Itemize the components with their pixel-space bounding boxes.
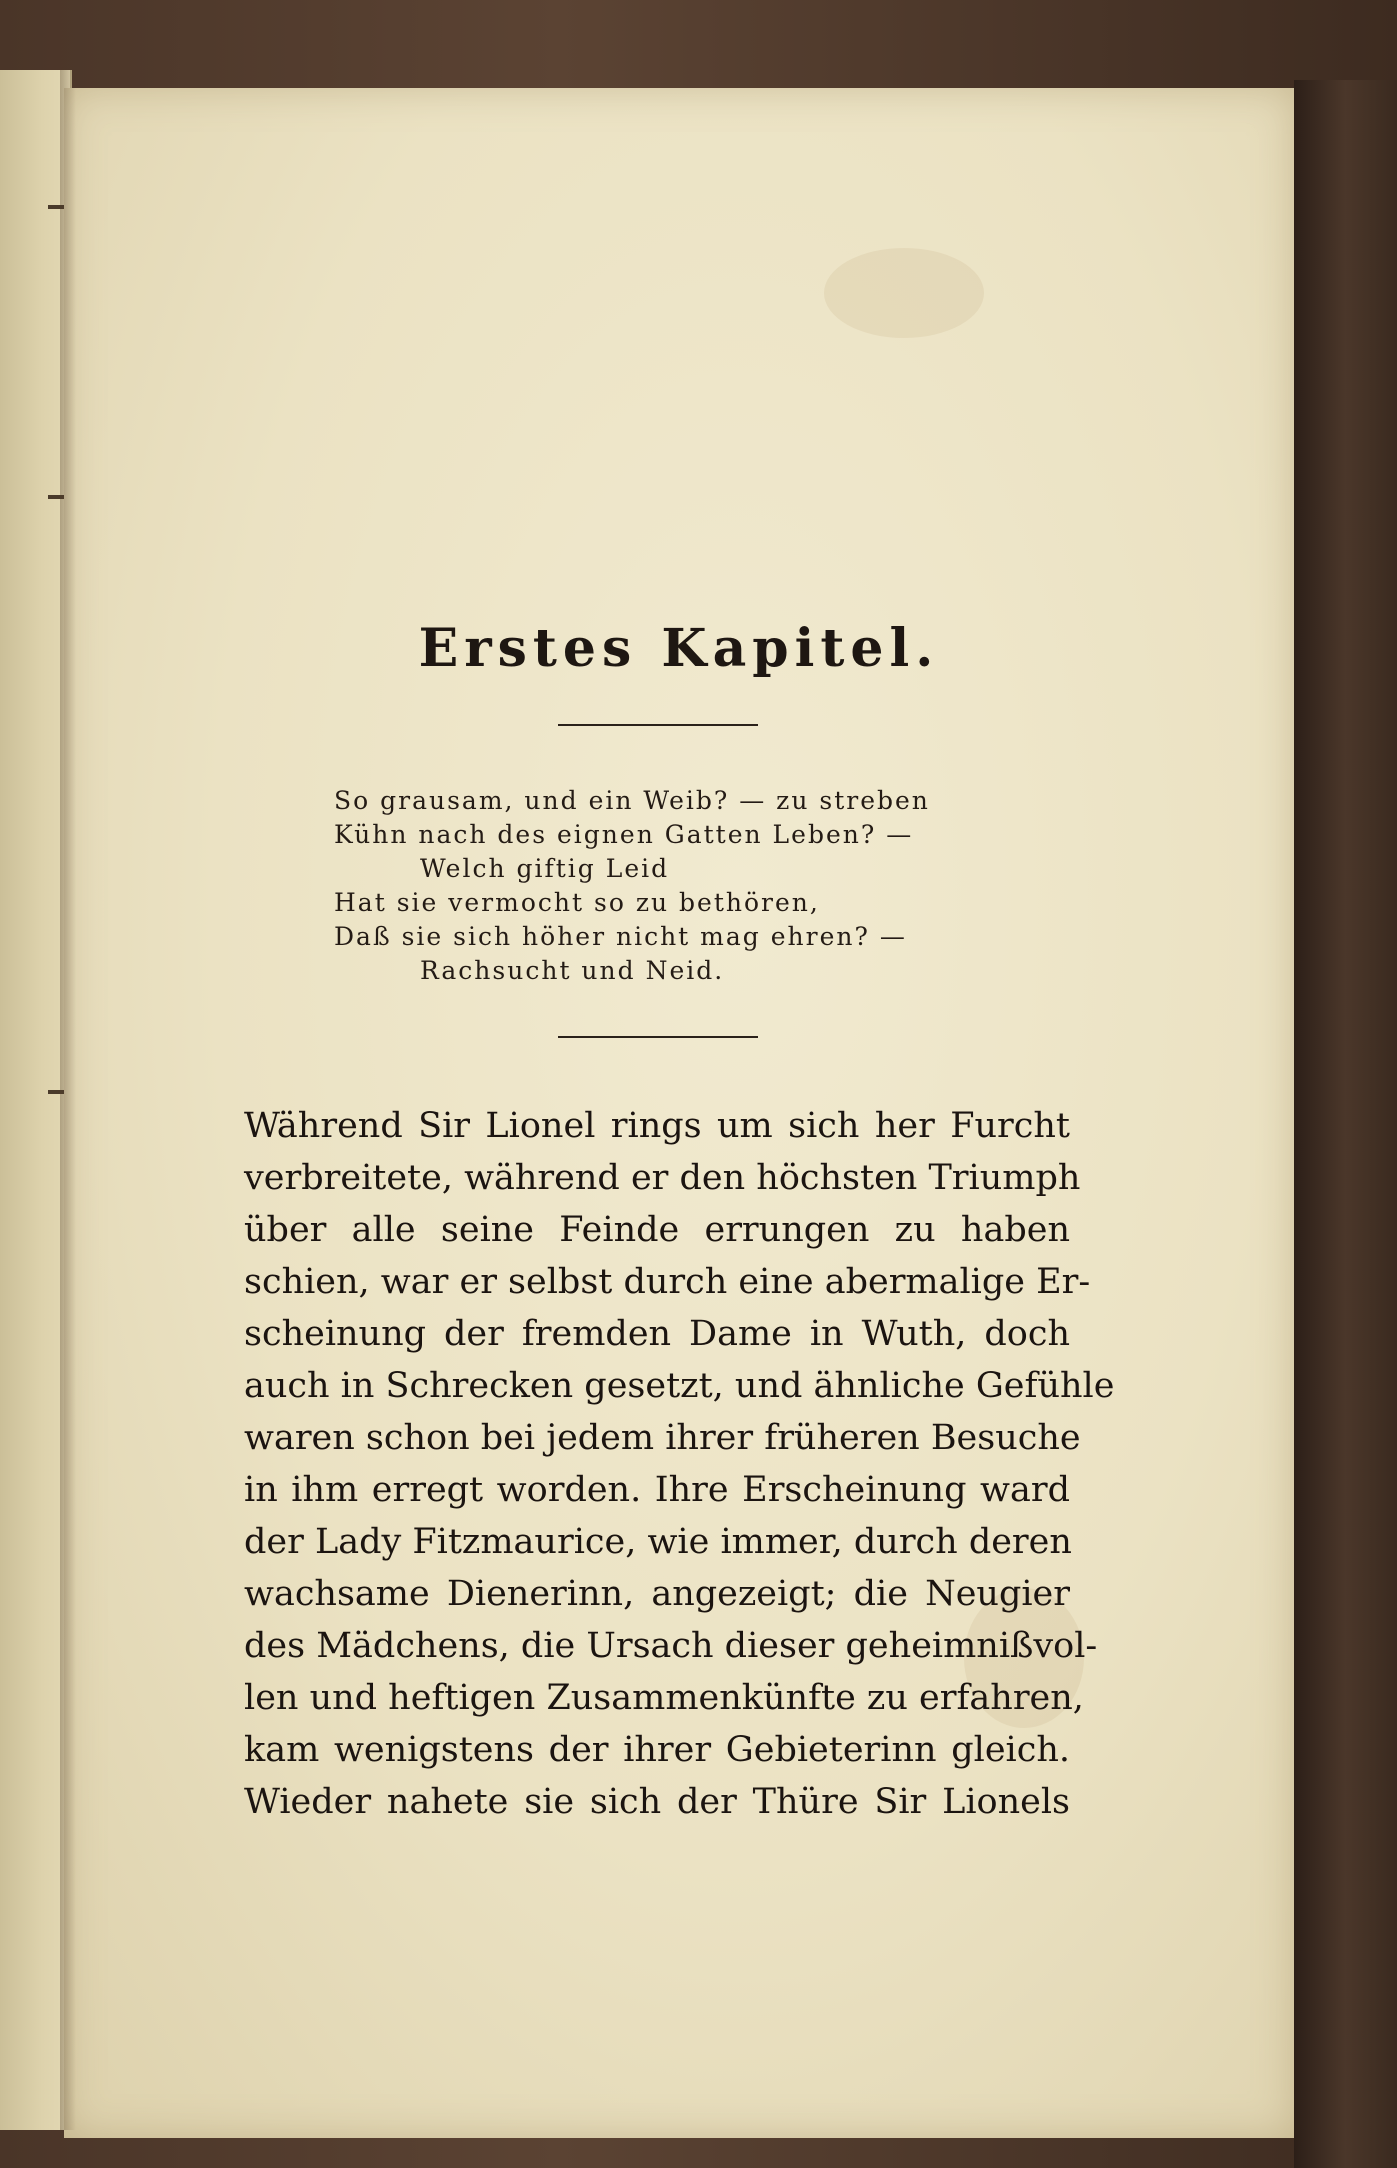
- text-line: wachsame Dienerinn, angezeigt; die Neugier: [244, 1574, 1070, 1614]
- text-line: kam wenigstens der ihrer Gebieterinn gleich.: [244, 1730, 1070, 1770]
- text-line: auch in Schrecken gesetzt, und ähnliche Gefühle: [244, 1366, 1115, 1406]
- paper-stain: [824, 248, 984, 338]
- body-text: [244, 1100, 1115, 1828]
- text-line: Wieder nahete sie sich der Thüre Sir Lionels: [244, 1782, 1070, 1822]
- book-cover-edge: [1294, 80, 1397, 2168]
- epigraph-line: Kühn nach des eignen Gatten Leben? —: [334, 820, 914, 849]
- epigraph-line: Welch giftig Leid: [420, 854, 670, 883]
- epigraph-line: Hat sie vermocht so zu bethören,: [334, 888, 820, 917]
- spine-shadow: [60, 70, 76, 2130]
- text-line: Während Sir Lionel rings um sich her Furcht: [244, 1106, 1070, 1146]
- text-line: scheinung der fremden Dame in Wuth, doch: [244, 1314, 1070, 1354]
- text-line: in ihm erregt worden. Ihre Erscheinung ward: [244, 1470, 1070, 1510]
- epigraph-line: Rachsucht und Neid.: [420, 956, 725, 985]
- text-line: len und heftigen Zusammenkünfte zu erfahren,: [244, 1678, 1084, 1718]
- text-line: waren schon bei jedem ihrer früheren Besuche: [244, 1418, 1081, 1458]
- text-line: verbreitete, während er den höchsten Triumph: [244, 1158, 1081, 1198]
- divider-rule: [558, 724, 758, 726]
- text-line: über alle seine Feinde errungen zu haben: [244, 1210, 1070, 1250]
- epigraph-line: Daß sie sich höher nicht mag ehren? —: [334, 922, 907, 951]
- divider-rule: [558, 1036, 758, 1038]
- text-line: der Lady Fitzmaurice, wie immer, durch deren: [244, 1522, 1072, 1562]
- epigraph-line: So grausam, und ein Weib? — zu streben: [334, 786, 930, 815]
- text-line: des Mädchens, die Ursach dieser geheimnißvol-: [244, 1626, 1098, 1666]
- chapter-title: Erstes Kapitel.: [418, 618, 940, 679]
- text-line: schien, war er selbst durch eine abermalige Er-: [244, 1262, 1091, 1302]
